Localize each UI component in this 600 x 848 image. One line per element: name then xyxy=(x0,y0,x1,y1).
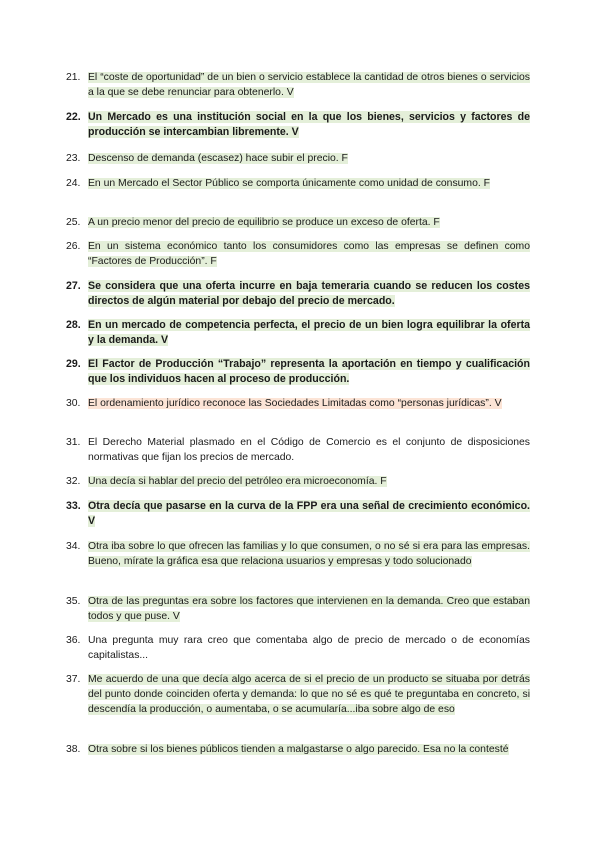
item-text: Otra decía que pasarse en la curva de la FPP era una señal de crecimiento económico. V xyxy=(88,500,530,527)
item-number: 22. xyxy=(66,111,81,123)
item-number: 38. xyxy=(66,744,81,755)
item-text: El Derecho Material plasmado en el Código de Comercio es el conjunto de disposiciones normativas que fijan los precios de mercado. xyxy=(88,437,530,463)
list-item xyxy=(66,70,530,100)
item-text: Me acuerdo de una que decía algo acerca de si el precio de un producto se situaba por detrás del punto donde coinciden oferta y demanda: lo que no sé es qué te preguntaba en concreto, si descendía la producción, o aumentaba, o se acumularía...iba sobre algo de eso xyxy=(88,674,530,715)
item-number: 37. xyxy=(66,674,81,685)
item-number: 30. xyxy=(66,398,81,409)
item-text: Otra de las preguntas era sobre los factores que intervienen en la demanda. Creo que estaban todos y que puse. V xyxy=(88,596,530,622)
item-text: Descenso de demanda (escasez) hace subir el precio. F xyxy=(88,153,348,164)
item-text: El Factor de Producción “Trabajo” representa la aportación en tiempo y cualificación que los individuos hacen al proceso de producción. xyxy=(88,358,530,385)
item-number: 31. xyxy=(66,437,81,448)
item-number: 33. xyxy=(66,500,81,512)
item-number: 27. xyxy=(66,280,81,292)
item-text: En un sistema económico tanto los consumidores como las empresas se definen como “Factores de Producción”. F xyxy=(88,241,530,267)
list-item xyxy=(66,474,530,489)
item-text: Una decía si hablar del precio del petróleo era microeconomía. F xyxy=(88,476,387,487)
item-text: Se considera que una oferta incurre en baja temeraria cuando se reducen los costes directos de algún material por debajo del precio de mercado. xyxy=(88,280,530,307)
item-number: 21. xyxy=(66,72,81,83)
list-item xyxy=(66,357,530,387)
item-number: 29. xyxy=(66,358,81,370)
list-item xyxy=(66,594,530,624)
list-item xyxy=(66,539,530,569)
item-text: En un mercado de competencia perfecta, el precio de un bien logra equilibrar la oferta y la demanda. V xyxy=(88,319,530,346)
item-number: 23. xyxy=(66,153,81,164)
list-item xyxy=(66,151,530,166)
item-text: Un Mercado es una institución social en la que los bienes, servicios y factores de producción se intercambian libremente. V xyxy=(88,111,530,138)
list-item xyxy=(66,239,530,269)
item-number: 28. xyxy=(66,319,81,331)
item-number: 32. xyxy=(66,476,81,487)
item-text: Otra sobre si los bienes públicos tienden a malgastarse o algo parecido. Esa no la contesté xyxy=(88,744,509,755)
item-number: 36. xyxy=(66,635,81,646)
list-item xyxy=(66,215,530,230)
list-item xyxy=(66,318,530,348)
item-text: El ordenamiento jurídico reconoce las Sociedades Limitadas como “personas jurídicas”. V xyxy=(88,398,502,409)
item-text: A un precio menor del precio de equilibrio se produce un exceso de oferta. F xyxy=(88,217,440,228)
item-number: 34. xyxy=(66,541,81,552)
list-item xyxy=(66,672,530,717)
item-number: 26. xyxy=(66,241,81,252)
item-text: En un Mercado el Sector Público se comporta únicamente como unidad de consumo. F xyxy=(88,178,490,189)
list-item xyxy=(66,742,530,757)
list-item xyxy=(66,499,530,529)
item-number: 24. xyxy=(66,178,81,189)
item-number: 25. xyxy=(66,217,81,228)
list-item xyxy=(66,110,530,140)
item-number: 35. xyxy=(66,596,81,607)
item-text: Otra iba sobre lo que ofrecen las familias y lo que consumen, o no sé si era para las empresas. Bueno, mírate la gráfica esa que relaciona usuarios y empresas y todo solucionado xyxy=(88,541,530,567)
list-item xyxy=(66,176,530,191)
list-item xyxy=(66,396,530,411)
list-item xyxy=(66,435,530,465)
item-text: El “coste de oportunidad” de un bien o servicio establece la cantidad de otros bienes o servicios a la que se debe renunciar para obtenerlo. V xyxy=(88,72,530,98)
item-text: Una pregunta muy rara creo que comentaba algo de precio de mercado o de economías capitalistas... xyxy=(88,635,530,661)
list-item xyxy=(66,279,530,309)
list-item xyxy=(66,633,530,663)
